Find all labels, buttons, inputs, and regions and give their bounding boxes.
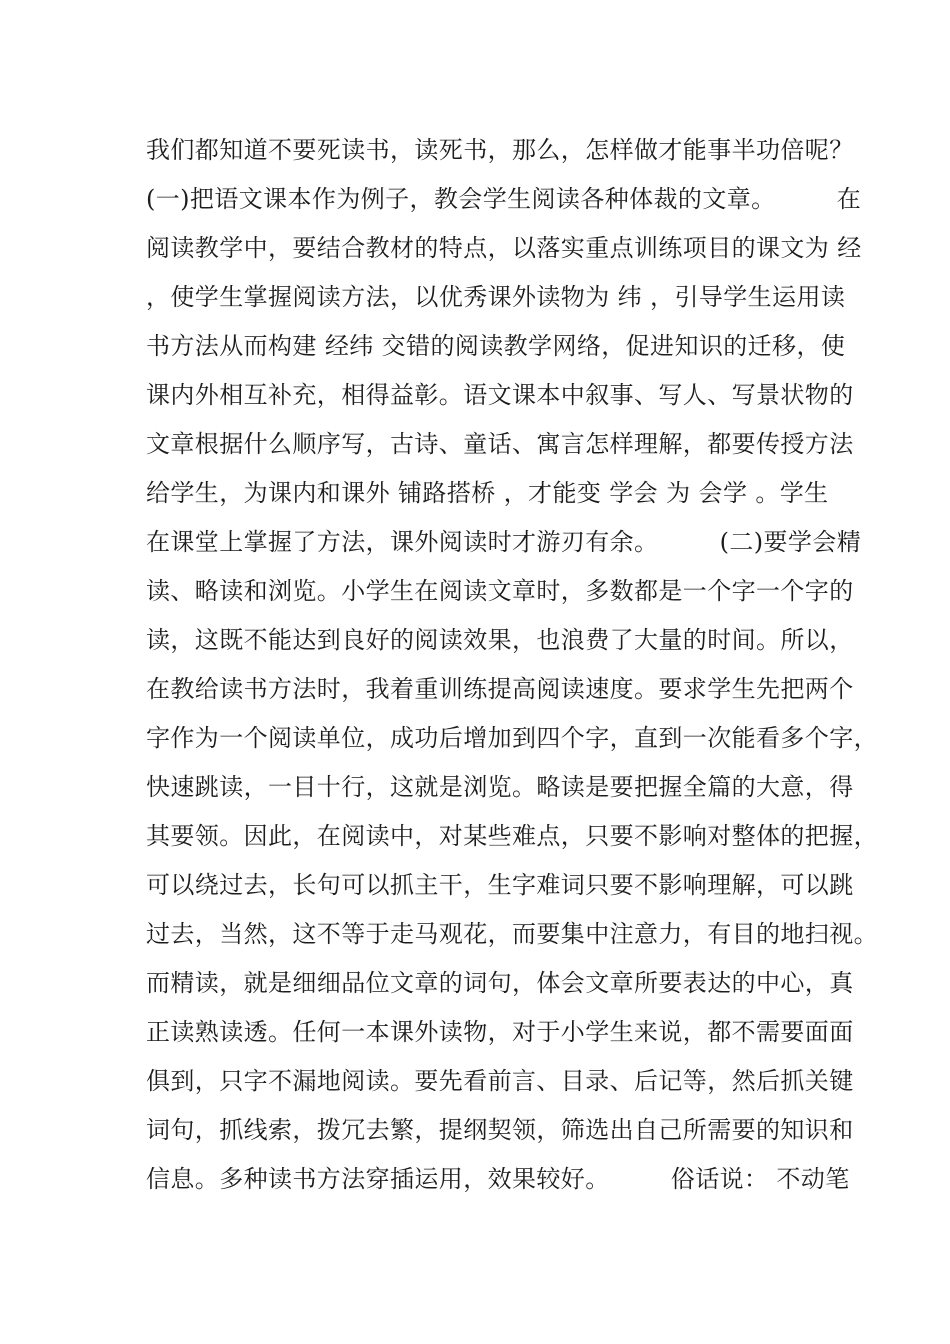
text-line: 读，这既不能达到良好的阅读效果，也浪费了大量的时间。所以，	[146, 626, 854, 654]
text-line: 正读熟读透。任何一本课外读物，对于小学生来说，都不需要面面	[146, 1018, 854, 1046]
text-line: ，使学生掌握阅读方法，以优秀课外读物为 纬 ，引导学生运用读	[146, 283, 846, 311]
text-line: 而精读，就是细细品位文章的词句，体会文章所要表达的中心，真	[146, 969, 854, 997]
text-line: 字作为一个阅读单位，成功后增加到四个字，直到一次能看多个字，	[146, 724, 878, 752]
text-line: 我们都知道不要死读书，读死书，那么，怎样做才能事半功倍呢？	[146, 136, 854, 164]
text-line: 在课堂上掌握了方法，课外阅读时才游刃有余。 (二)要学会精	[146, 528, 862, 556]
text-line: 词句，抓线索，拨冗去繁，提纲契领，筛选出自己所需要的知识和	[146, 1116, 854, 1144]
text-line: 文章根据什么顺序写，古诗、童话、寓言怎样理解，都要传授方法	[146, 430, 854, 458]
text-line: (一)把语文课本作为例子，教会学生阅读各种体裁的文章。 在	[146, 185, 862, 213]
text-line: 阅读教学中，要结合教材的特点，以落实重点训练项目的课文为 经	[146, 234, 862, 262]
text-line: 过去，当然，这不等于走马观花，而要集中注意力，有目的地扫视。	[146, 920, 878, 948]
text-line: 在教给读书方法时，我着重训练提高阅读速度。要求学生先把两个	[146, 675, 854, 703]
text-line: 书方法从而构建 经纬 交错的阅读教学网络，促进知识的迁移，使	[146, 332, 846, 360]
text-line: 给学生，为课内和课外 铺路搭桥 ，才能变 学会 为 会学 。学生	[146, 479, 829, 507]
text-line: 可以绕过去，长句可以抓主干，生字难词只要不影响理解，可以跳	[146, 871, 854, 899]
text-line: 其要领。因此，在阅读中，对某些难点，只要不影响对整体的把握，	[146, 822, 878, 850]
text-line: 读、略读和浏览。小学生在阅读文章时，多数都是一个字一个字的	[146, 577, 854, 605]
text-line: 俱到，只字不漏地阅读。要先看前言、目录、后记等，然后抓关键	[146, 1067, 854, 1095]
text-line: 信息。多种读书方法穿插运用，效果较好。 俗话说： 不动笔	[146, 1165, 850, 1193]
body-text	[146, 132, 878, 1210]
text-line: 课内外相互补充，相得益彰。语文课本中叙事、写人、写景状物的	[146, 381, 854, 409]
text-line: 快速跳读，一目十行，这就是浏览。略读是要把握全篇的大意，得	[146, 773, 854, 801]
